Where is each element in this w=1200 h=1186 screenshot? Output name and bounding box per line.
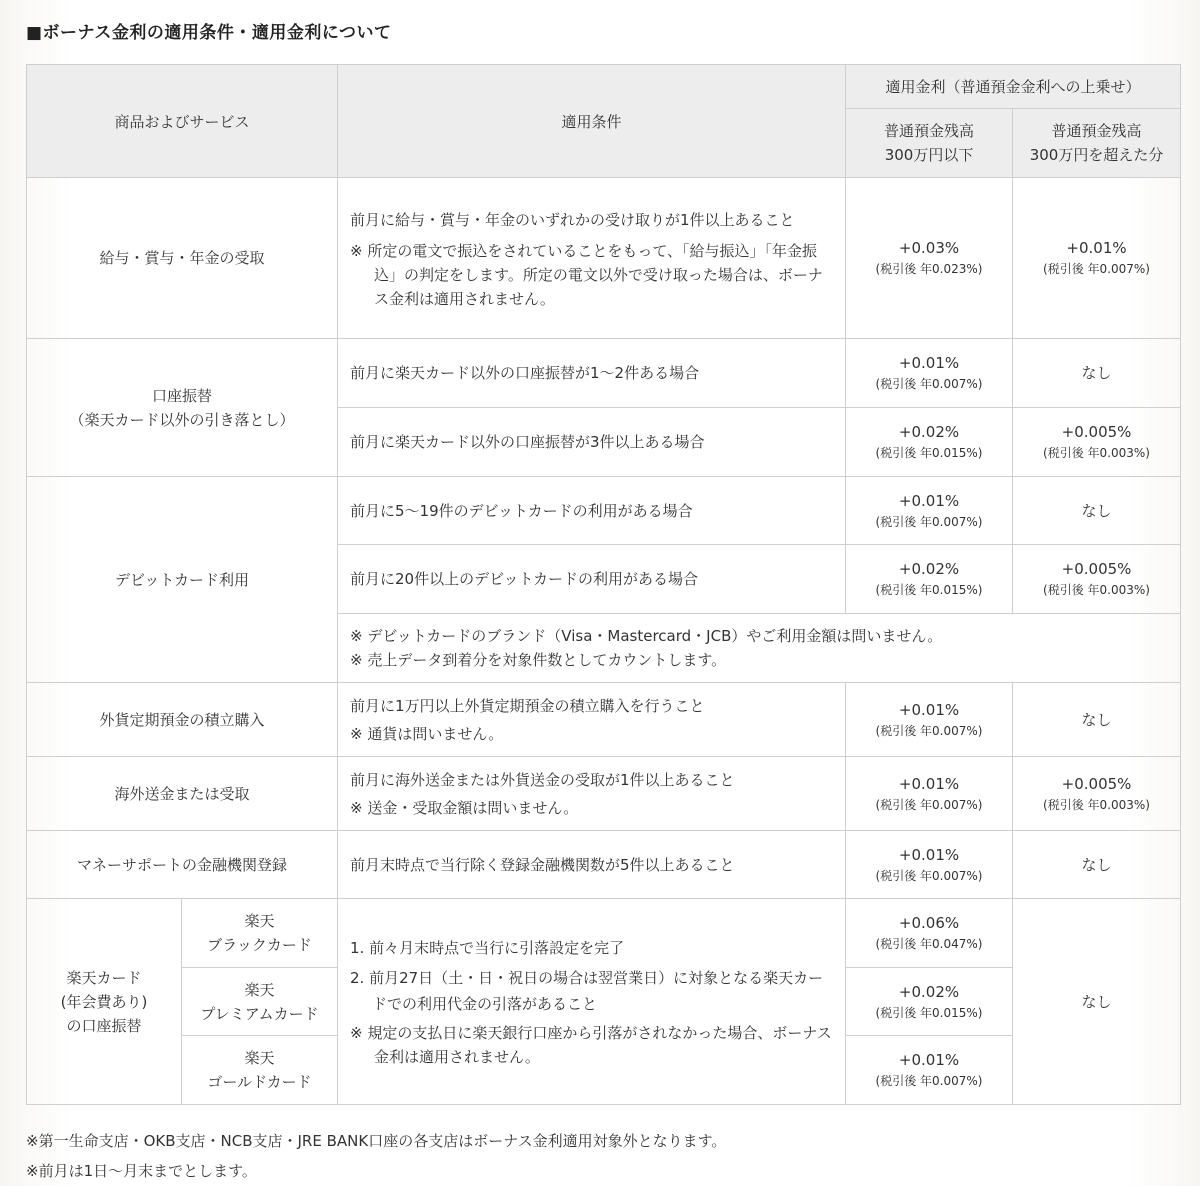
footnote: ※前月は1日～月末までとします。 bbox=[26, 1162, 257, 1180]
table-row bbox=[27, 757, 1181, 831]
rate-cell: +0.01% (税引後 年0.007%) bbox=[846, 757, 1013, 831]
condition-cell: 前月に20件以上のデビットカードの利用がある場合 bbox=[338, 545, 846, 614]
service-cell: 外貨定期預金の積立購入 bbox=[27, 683, 338, 757]
rate-cell: なし bbox=[1013, 477, 1181, 545]
rate-cell: +0.02% (税引後 年0.015%) bbox=[846, 968, 1013, 1036]
table-row bbox=[27, 339, 1181, 408]
header-col-under-3m: 普通預金残高 300万円以下 bbox=[846, 109, 1013, 178]
rate-cell: +0.06% (税引後 年0.047%) bbox=[846, 899, 1013, 968]
service-cell: デビットカード利用 bbox=[27, 477, 338, 683]
table-row bbox=[27, 899, 1181, 968]
condition-cell: 前月に楽天カード以外の口座振替が1～2件ある場合 bbox=[338, 339, 846, 408]
rate-cell: +0.01% (税引後 年0.007%) bbox=[846, 477, 1013, 545]
table-row bbox=[27, 477, 1181, 545]
rate-cell: +0.01% (税引後 年0.007%) bbox=[1013, 178, 1181, 339]
rate-cell: +0.02% (税引後 年0.015%) bbox=[846, 545, 1013, 614]
rate-cell: +0.01% (税引後 年0.007%) bbox=[846, 683, 1013, 757]
rate-cell: +0.03% (税引後 年0.023%) bbox=[846, 178, 1013, 339]
footnotes bbox=[26, 1126, 726, 1186]
condition-cell: 前月に給与・賞与・年金のいずれかの受け取りが1件以上あること ※ 所定の電文で振込をされていることをもって、「給与振込」「年金振込」の判定をします。所定の電文以外で受け取った場合は、ボーナス金利は適用されません。 bbox=[338, 178, 846, 339]
bonus-rate-table bbox=[26, 64, 1181, 1105]
condition-cell: 前月に海外送金または外貨送金の受取が1件以上あること ※ 送金・受取金額は問いません。 bbox=[338, 757, 846, 831]
rate-cell: +0.01% (税引後 年0.007%) bbox=[846, 1036, 1013, 1105]
rate-cell: +0.005% (税引後 年0.003%) bbox=[1013, 545, 1181, 614]
service-cell: 口座振替 （楽天カード以外の引き落とし） bbox=[27, 339, 338, 477]
rate-cell: なし bbox=[1013, 339, 1181, 408]
header-service: 商品およびサービス bbox=[27, 65, 338, 178]
service-cell: マネーサポートの金融機関登録 bbox=[27, 831, 338, 899]
header-rate-group: 適用金利（普通預金金利への上乗せ） bbox=[846, 65, 1181, 109]
rate-cell: +0.01% (税引後 年0.007%) bbox=[846, 339, 1013, 408]
condition-cell: 前月に楽天カード以外の口座振替が3件以上ある場合 bbox=[338, 408, 846, 477]
table-row bbox=[27, 178, 1181, 339]
rate-cell: なし bbox=[1013, 899, 1181, 1105]
page-title: ■ボーナス金利の適用条件・適用金利について bbox=[26, 23, 392, 43]
service-cell: 給与・賞与・年金の受取 bbox=[27, 178, 338, 339]
header-col-over-3m: 普通預金残高 300万円を超えた分 bbox=[1013, 109, 1181, 178]
debit-notes-cell: ※ デビットカードのブランド（Visa・Mastercard・JCB）やご利用金額は問いません。 ※ 売上データ到着分を対象件数としてカウントします。 bbox=[338, 614, 1181, 683]
condition-cell: 前月末時点で当行除く登録金融機関数が5件以上あること bbox=[338, 831, 846, 899]
card-type-black: 楽天 ブラックカード bbox=[182, 899, 338, 968]
rate-cell: なし bbox=[1013, 831, 1181, 899]
rate-cell: なし bbox=[1013, 683, 1181, 757]
condition-cell: 前月に1万円以上外貨定期預金の積立購入を行うこと ※ 通貨は問いません。 bbox=[338, 683, 846, 757]
rate-cell: +0.01% (税引後 年0.007%) bbox=[846, 831, 1013, 899]
footnote: ※第一生命支店・OKB支店・NCB支店・JRE BANK口座の各支店はボーナス金利適用対象外となります。 bbox=[26, 1132, 727, 1150]
rate-cell: +0.005% (税引後 年0.003%) bbox=[1013, 408, 1181, 477]
table-row bbox=[27, 683, 1181, 757]
table-row bbox=[27, 831, 1181, 899]
card-type-gold: 楽天 ゴールドカード bbox=[182, 1036, 338, 1105]
service-cell: 楽天カード (年会費あり) の口座振替 bbox=[27, 899, 182, 1105]
rate-cell: +0.02% (税引後 年0.015%) bbox=[846, 408, 1013, 477]
card-type-premium: 楽天 プレミアムカード bbox=[182, 968, 338, 1036]
condition-cell: 前月に5～19件のデビットカードの利用がある場合 bbox=[338, 477, 846, 545]
rate-cell: +0.005% (税引後 年0.003%) bbox=[1013, 757, 1181, 831]
condition-cell: 1. 前々月末時点で当行に引落設定を完了 2. 前月27日（土・日・祝日の場合は翌営業日）に対象となる楽天カードでの利用代金の引落があること ※ 規定の支払日に楽天銀行口座から引落がされなかった場合、ボーナス金利は適用されません。 bbox=[338, 899, 846, 1105]
service-cell: 海外送金または受取 bbox=[27, 757, 338, 831]
header-condition: 適用条件 bbox=[338, 65, 846, 178]
